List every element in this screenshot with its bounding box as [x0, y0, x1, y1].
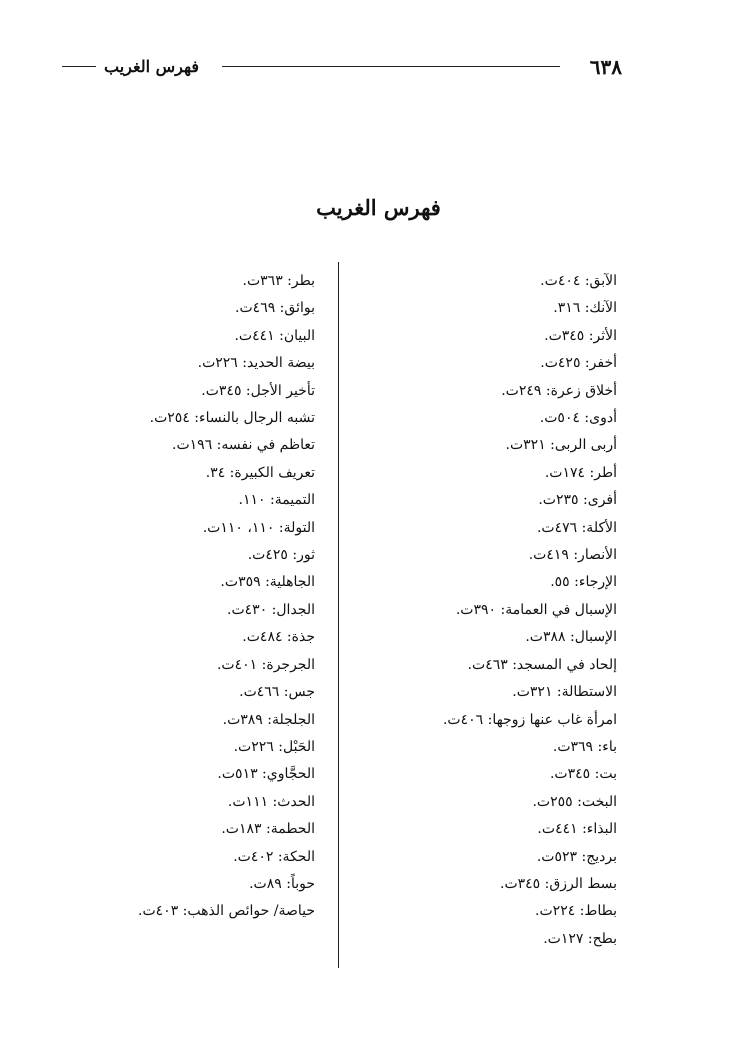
index-entry: امرأة غاب عنها زوجها: ٤٠٦ت. — [442, 711, 617, 728]
index-entry: الحطمة: ١٨٣ت. — [221, 821, 315, 838]
index-entry: الآبق: ٤٠٤ت. — [540, 273, 617, 289]
index-entry: الحَبْل: ٢٢٦ت. — [233, 738, 315, 755]
index-entry: بيضة الحديد: ٢٢٦ت. — [197, 355, 315, 372]
index-entry: أدوى: ٥٠٤ت. — [539, 410, 617, 427]
index-entry: الحدث: ١١١ت. — [227, 793, 315, 810]
index-entry: بطر: ٣٦٣ت. — [242, 273, 315, 289]
index-entry: تأخير الأجل: ٣٤٥ت. — [201, 382, 315, 399]
running-title: فهرس الغريب — [104, 57, 199, 76]
index-entry: أطر: ١٧٤ت. — [544, 464, 617, 481]
index-entry: تعريف الكبيرة: ٣٤. — [205, 464, 315, 481]
index-entry: الحجَّاوي: ٥١٣ت. — [217, 766, 315, 783]
index-entry: البخت: ٢٥٥ت. — [532, 793, 617, 810]
index-entry: الأكلة: ٤٧٦ت. — [536, 519, 617, 536]
index-entry: الاستطالة: ٣٢١ت. — [512, 684, 617, 701]
index-entry: بطاط: ٢٢٤ت. — [535, 903, 617, 920]
page-header — [62, 55, 622, 77]
index-entry: أخفر: ٤٢٥ت. — [540, 355, 617, 372]
index-entry: الإرجاء: ٥٥. — [550, 574, 617, 591]
index-entry: الجاهلية: ٣٥٩ت. — [220, 574, 315, 591]
index-entry: حياصة/ حوائص الذهب: ٤٠٣ت. — [138, 903, 315, 920]
index-entry: تشبه الرجال بالنساء: ٢٥٤ت. — [149, 410, 315, 427]
index-entry: الجلجلة: ٣٨٩ت. — [222, 711, 315, 728]
index-entry: إلحاد في المسجد: ٤٦٣ت. — [467, 656, 617, 673]
index-column-left — [115, 268, 315, 926]
index-entry: البيان: ٤٤١ت. — [234, 327, 315, 344]
index-entry: بطح: ١٢٧ت. — [543, 930, 617, 947]
index-entry: أفرى: ٢٣٥ت. — [538, 492, 617, 509]
index-entry: ثور: ٤٢٥ت. — [247, 547, 315, 564]
index-entry: برديج: ٥٢٣ت. — [536, 848, 617, 865]
index-entry: حوباً: ٨٩ت. — [249, 875, 315, 892]
header-rule — [222, 66, 560, 67]
index-entry: تعاظم في نفسه: ١٩٦ت. — [172, 437, 315, 454]
index-entry: الإسبال في العمامة: ٣٩٠ت. — [455, 601, 617, 618]
index-entry: الآنك: ٣١٦. — [553, 300, 617, 317]
index-entry: بسط الرزق: ٣٤٥ت. — [500, 875, 617, 892]
index-entry: التولة: ١١٠، ١١٠ت. — [202, 519, 315, 536]
header-rule-short — [62, 66, 96, 67]
index-entry: الجرجرة: ٤٠١ت. — [216, 656, 315, 673]
index-entry: جس: ٤٦٦ت. — [239, 684, 315, 701]
index-entry: البذاء: ٤٤١ت. — [537, 821, 617, 838]
index-entry: أخلاق زعرة: ٢٤٩ت. — [501, 382, 617, 399]
index-entry: بوائق: ٤٦٩ت. — [235, 300, 315, 317]
index-column-right — [427, 268, 617, 953]
page-number: ٦٣٨ — [589, 55, 622, 79]
column-divider — [338, 262, 339, 968]
index-entry: الأثر: ٣٤٥ت. — [544, 327, 617, 344]
index-entry: بت: ٣٤٥ت. — [549, 766, 617, 783]
index-entry: باء: ٣٦٩ت. — [552, 738, 617, 755]
index-entry: التميمة: ١١٠. — [238, 492, 315, 509]
index-entry: الأنصار: ٤١٩ت. — [528, 547, 617, 564]
index-entry: أربى الربى: ٣٢١ت. — [505, 437, 617, 454]
page-title: فهرس الغريب — [316, 195, 441, 220]
index-entry: الإسبال: ٣٨٨ت. — [525, 629, 617, 646]
index-entry: جذة: ٤٨٤ت. — [242, 629, 315, 646]
index-entry: الجدال: ٤٣٠ت. — [227, 601, 315, 618]
index-entry: الحكة: ٤٠٢ت. — [233, 848, 315, 865]
